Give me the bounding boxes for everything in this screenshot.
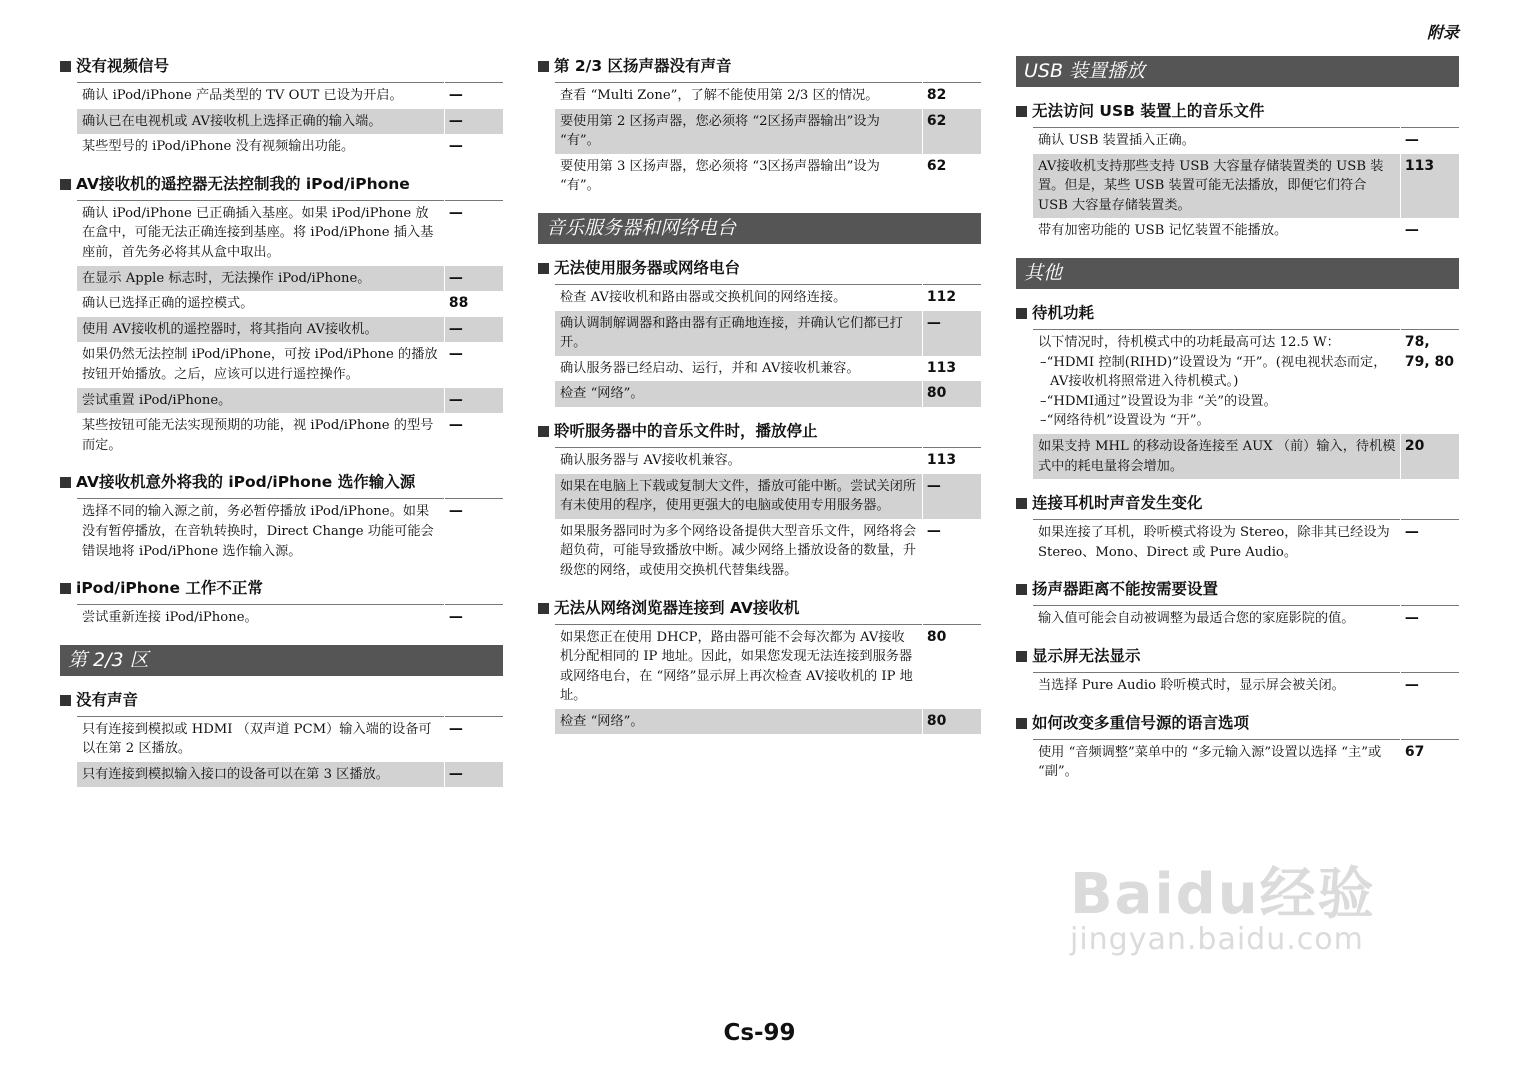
page-reference: 113 bbox=[1400, 154, 1459, 219]
solution-cell bbox=[555, 109, 922, 154]
solution-cell bbox=[555, 356, 922, 382]
table-row bbox=[555, 154, 981, 199]
square-bullet-icon bbox=[60, 61, 71, 72]
solution-bullet: –“网络待机”设置设为 “开”。 bbox=[1040, 413, 1210, 429]
square-bullet-icon bbox=[60, 583, 71, 594]
solution-table bbox=[555, 624, 981, 735]
column-middle bbox=[538, 52, 981, 748]
solution-table bbox=[555, 82, 981, 199]
table-row bbox=[77, 200, 503, 265]
table-row bbox=[1033, 329, 1459, 433]
troubleshooting-section bbox=[538, 421, 981, 584]
table-row bbox=[1033, 154, 1459, 219]
page-reference: — bbox=[444, 762, 503, 788]
square-bullet-icon bbox=[60, 695, 71, 706]
solution-table bbox=[555, 284, 981, 407]
problem-heading bbox=[538, 421, 981, 441]
solution-cell bbox=[1033, 739, 1400, 785]
problem-title: 第 2/3 区扬声器没有声音 bbox=[554, 57, 732, 75]
problem-title: 扬声器距离不能按需要设置 bbox=[1032, 580, 1219, 599]
solution-text: 尝试重新连接 iPod/iPhone。 bbox=[82, 610, 258, 626]
solution-cell bbox=[77, 266, 444, 292]
problem-title: iPod/iPhone 工作不正常 bbox=[76, 579, 263, 598]
solution-text: 如果您正在使用 DHCP，路由器可能不会每次都为 AV接收机分配相同的 IP 地址。因此，如果您发现无法连接到服务器或网络电台，在 “网络”显示屏上再次检查 AV接收机的 IP 地址。 bbox=[560, 629, 913, 704]
watermark-logo-text: Baidu经验 bbox=[1070, 862, 1376, 927]
page-reference: — bbox=[444, 388, 503, 414]
column-right bbox=[1016, 52, 1459, 799]
solution-cell bbox=[77, 83, 444, 109]
table-row bbox=[77, 342, 503, 387]
square-bullet-icon bbox=[1016, 584, 1027, 595]
table-row bbox=[555, 624, 981, 709]
troubleshooting-section bbox=[1016, 493, 1459, 565]
solution-text: 确认服务器已经启动、运行，并和 AV接收机兼容。 bbox=[560, 360, 860, 376]
solution-cell bbox=[77, 200, 444, 265]
problem-heading bbox=[60, 174, 503, 194]
solution-text: 以下情况时，待机模式中的功耗最高可达 12.5 W： bbox=[1038, 334, 1340, 350]
solution-cell bbox=[555, 284, 922, 310]
troubleshooting-section bbox=[1016, 303, 1459, 479]
solution-text: 尝试重置 iPod/iPhone。 bbox=[82, 392, 232, 408]
table-row bbox=[77, 388, 503, 414]
solution-text: 当选择 Pure Audio 聆听模式时，显示屏会被关闭。 bbox=[1038, 677, 1345, 693]
solution-cell bbox=[1033, 520, 1400, 566]
troubleshooting-section bbox=[60, 578, 503, 631]
solution-bullet: –“HDMI 控制(RIHD)”设置设为 “开”。(视电视状态而定，AV接收机将照常进入待机模式。) bbox=[1040, 354, 1387, 390]
problem-heading bbox=[60, 578, 503, 598]
solution-table bbox=[1033, 519, 1459, 565]
page-number: Cs-99 bbox=[723, 1020, 796, 1046]
table-row bbox=[555, 474, 981, 519]
solution-text: 带有加密功能的 USB 记忆装置不能播放。 bbox=[1038, 223, 1288, 239]
solution-text: 使用 AV接收机的遥控器时，将其指向 AV接收机。 bbox=[82, 321, 378, 337]
page-reference: — bbox=[1400, 218, 1459, 244]
table-row bbox=[77, 716, 503, 762]
page-reference: 80 bbox=[922, 624, 981, 709]
solution-table bbox=[77, 82, 503, 160]
problem-title: 没有声音 bbox=[76, 690, 139, 709]
table-row bbox=[77, 291, 503, 317]
square-bullet-icon bbox=[1016, 651, 1027, 662]
page-reference: — bbox=[1400, 606, 1459, 632]
solution-table bbox=[77, 716, 503, 788]
watermark-url: jingyan.baidu.com bbox=[1070, 922, 1364, 957]
problem-title: 聆听服务器中的音乐文件时，播放停止 bbox=[554, 421, 818, 440]
problem-heading bbox=[1016, 101, 1459, 121]
watermark bbox=[1070, 850, 1376, 957]
table-row bbox=[77, 266, 503, 292]
solution-text: 检查 “网络”。 bbox=[560, 713, 644, 729]
solution-text: 如果支持 MHL 的移动设备连接至 AUX （前）输入，待机模式中的耗电量将会增加。 bbox=[1038, 438, 1396, 474]
table-row bbox=[555, 381, 981, 407]
page-reference: 80 bbox=[922, 381, 981, 407]
table-row bbox=[77, 83, 503, 109]
page-reference: — bbox=[444, 317, 503, 343]
page-reference: — bbox=[922, 311, 981, 356]
solution-cell bbox=[1033, 672, 1400, 698]
solution-table bbox=[555, 447, 981, 584]
problem-title: 无法从网络浏览器连接到 AV接收机 bbox=[554, 598, 800, 617]
problem-title: 连接耳机时声音发生变化 bbox=[1032, 494, 1203, 513]
column-left bbox=[60, 52, 503, 801]
table-row bbox=[77, 605, 503, 631]
table-row bbox=[555, 356, 981, 382]
problem-title: 待机功耗 bbox=[1032, 303, 1095, 322]
table-row bbox=[555, 311, 981, 356]
troubleshooting-section bbox=[60, 472, 503, 564]
square-bullet-icon bbox=[538, 426, 549, 437]
solution-text: 如果在电脑上下载或复制大文件，播放可能中断。尝试关闭所有未使用的程序，使用更强大的电脑或使用专用服务器。 bbox=[560, 478, 917, 514]
solution-text: 输入值可能会自动被调整为最适合您的家庭影院的值。 bbox=[1038, 611, 1355, 627]
page-reference: 78, 79, 80 bbox=[1400, 329, 1459, 433]
table-row bbox=[1033, 606, 1459, 632]
problem-title: 没有视频信号 bbox=[76, 57, 170, 75]
square-bullet-icon bbox=[60, 477, 71, 488]
problem-title: 如何改变多重信号源的语言选项 bbox=[1032, 713, 1250, 732]
table-row bbox=[1033, 128, 1459, 154]
solution-cell bbox=[555, 519, 922, 584]
problem-title: AV接收机的遥控器无法控制我的 iPod/iPhone bbox=[76, 174, 410, 193]
solution-text: 在显示 Apple 标志时，无法操作 iPod/iPhone。 bbox=[82, 270, 371, 286]
solution-text: 确认服务器与 AV接收机兼容。 bbox=[560, 452, 741, 468]
solution-cell bbox=[555, 154, 922, 199]
problem-heading bbox=[60, 56, 503, 76]
solution-text: 确认 USB 装置插入正确。 bbox=[1038, 133, 1195, 148]
solution-text: 确认已选择正确的遥控模式。 bbox=[82, 296, 254, 312]
table-row bbox=[555, 284, 981, 310]
solution-cell bbox=[555, 447, 922, 473]
page-reference: 88 bbox=[444, 291, 503, 317]
solution-cell bbox=[77, 109, 444, 135]
solution-text: 查看 “Multi Zone”，了解不能使用第 2/3 区的情况。 bbox=[560, 88, 879, 103]
square-bullet-icon bbox=[1016, 498, 1027, 509]
solution-text: 要使用第 3 区扬声器，您必须将 “3区扬声器输出”设为 “有”。 bbox=[560, 158, 880, 194]
section-banner: 音乐服务器和网络电台 bbox=[538, 213, 981, 244]
troubleshooting-section bbox=[60, 174, 503, 459]
problem-heading bbox=[1016, 579, 1459, 599]
solution-bullet: –“HDMI通过”设置设为非 “关”的设置。 bbox=[1040, 393, 1277, 409]
solution-text: 使用 “音频调整”菜单中的 “多元输入源”设置以选择 “主”或 “副”。 bbox=[1038, 744, 1382, 780]
table-row bbox=[77, 109, 503, 135]
table-row bbox=[555, 109, 981, 154]
solution-text: 如果仍然无法控制 iPod/iPhone，可按 iPod/iPhone 的播放按钮开始播放。之后，应该可以进行遥控操作。 bbox=[82, 347, 438, 382]
troubleshooting-section bbox=[538, 56, 981, 199]
solution-cell bbox=[77, 499, 444, 564]
solution-table bbox=[1033, 329, 1459, 479]
troubleshooting-section bbox=[538, 598, 981, 735]
solution-text: AV接收机支持那些支持 USB 大容量存储装置类的 USB 装置。但是，某些 USB 装置可能无法播放，即便它们符合 USB 大容量存储装置类。 bbox=[1038, 158, 1384, 213]
solution-cell bbox=[77, 291, 444, 317]
page-reference: 20 bbox=[1400, 434, 1459, 479]
solution-text: 如果服务器同时为多个网络设备提供大型音乐文件，网络将会超负荷，可能导致播放中断。减少网络上播放设备的数量，升级您的网络，或使用交换机代替集线器。 bbox=[560, 523, 917, 578]
page-reference: — bbox=[444, 716, 503, 762]
solution-cell bbox=[77, 134, 444, 160]
solution-cell bbox=[1033, 329, 1400, 433]
page-reference: 67 bbox=[1400, 739, 1459, 785]
problem-heading bbox=[1016, 713, 1459, 733]
solution-text: 检查 “网络”。 bbox=[560, 386, 644, 402]
problem-heading bbox=[538, 258, 981, 278]
solution-table bbox=[77, 498, 503, 564]
section-banner: 其他 bbox=[1016, 258, 1459, 289]
solution-text: 检查 AV接收机和路由器或交换机间的网络连接。 bbox=[560, 289, 847, 305]
page-reference: 80 bbox=[922, 709, 981, 735]
problem-heading bbox=[1016, 646, 1459, 666]
solution-text: 某些型号的 iPod/iPhone 没有视频输出功能。 bbox=[82, 139, 355, 155]
solution-cell bbox=[77, 342, 444, 387]
table-row bbox=[1033, 739, 1459, 785]
solution-cell bbox=[555, 474, 922, 519]
page-reference: — bbox=[444, 83, 503, 109]
solution-text: 要使用第 2 区扬声器，您必须将 “2区扬声器输出”设为 “有”。 bbox=[560, 113, 880, 149]
solution-text: 确认 iPod/iPhone 产品类型的 TV OUT 已设为开启。 bbox=[82, 88, 403, 103]
solution-text: 确认已在电视机或 AV接收机上选择正确的输入端。 bbox=[82, 113, 382, 129]
solution-table bbox=[1033, 605, 1459, 632]
page-reference: 62 bbox=[922, 154, 981, 199]
table-row bbox=[555, 709, 981, 735]
square-bullet-icon bbox=[60, 179, 71, 190]
page-reference: 82 bbox=[922, 83, 981, 109]
troubleshooting-section bbox=[538, 258, 981, 407]
table-row bbox=[1033, 672, 1459, 698]
page-reference: — bbox=[1400, 672, 1459, 698]
table-row bbox=[77, 317, 503, 343]
problem-heading bbox=[1016, 493, 1459, 513]
page-reference: 62 bbox=[922, 109, 981, 154]
table-row bbox=[1033, 218, 1459, 244]
solution-cell bbox=[77, 317, 444, 343]
solution-cell bbox=[555, 83, 922, 109]
section-banner: 第 2/3 区 bbox=[60, 645, 503, 676]
solution-table bbox=[1033, 739, 1459, 785]
solution-text: 只有连接到模拟或 HDMI （双声道 PCM）输入端的设备可以在第 2 区播放。 bbox=[82, 721, 432, 757]
solution-text: 某些按钮可能无法实现预期的功能，视 iPod/iPhone 的型号而定。 bbox=[82, 418, 434, 453]
problem-heading bbox=[538, 56, 981, 76]
problem-title: 显示屏无法显示 bbox=[1032, 646, 1141, 665]
table-row bbox=[555, 83, 981, 109]
page-reference: — bbox=[444, 109, 503, 135]
solution-cell bbox=[77, 388, 444, 414]
solution-cell bbox=[555, 311, 922, 356]
solution-table bbox=[77, 604, 503, 631]
square-bullet-icon bbox=[1016, 718, 1027, 729]
solution-cell bbox=[77, 762, 444, 788]
page-reference: — bbox=[444, 499, 503, 564]
square-bullet-icon bbox=[1016, 106, 1027, 117]
solution-text: 确认 iPod/iPhone 已正确插入基座。如果 iPod/iPhone 放在盒中，可能无法正确连接到基座。将 iPod/iPhone 插入基座前，首先务必将其从盒中取出。 bbox=[82, 205, 434, 260]
problem-title: AV接收机意外将我的 iPod/iPhone 选作输入源 bbox=[76, 473, 416, 492]
page-reference: — bbox=[444, 200, 503, 265]
troubleshooting-section bbox=[60, 56, 503, 160]
solution-cell bbox=[555, 381, 922, 407]
square-bullet-icon bbox=[1016, 308, 1027, 319]
solution-cell bbox=[555, 709, 922, 735]
page-reference: 112 bbox=[922, 284, 981, 310]
troubleshooting-section bbox=[60, 690, 503, 788]
solution-cell bbox=[77, 605, 444, 631]
solution-cell bbox=[77, 413, 444, 458]
problem-heading bbox=[60, 472, 503, 492]
page-reference: — bbox=[444, 342, 503, 387]
square-bullet-icon bbox=[538, 61, 549, 72]
solution-cell bbox=[1033, 606, 1400, 632]
troubleshooting-section bbox=[1016, 101, 1459, 244]
page-reference: — bbox=[1400, 520, 1459, 566]
troubleshooting-section bbox=[1016, 579, 1459, 632]
problem-heading bbox=[538, 598, 981, 618]
table-row bbox=[1033, 520, 1459, 566]
solution-cell bbox=[77, 716, 444, 762]
solution-cell bbox=[555, 624, 922, 709]
table-row bbox=[555, 447, 981, 473]
troubleshooting-section bbox=[1016, 713, 1459, 785]
table-row bbox=[77, 413, 503, 458]
square-bullet-icon bbox=[538, 263, 549, 274]
solution-text: 如果连接了耳机，聆听模式将设为 Stereo，除非其已经设为 Stereo、Mono、Direct 或 Pure Audio。 bbox=[1038, 525, 1390, 560]
problem-title: 无法访问 USB 装置上的音乐文件 bbox=[1032, 102, 1265, 120]
solution-cell bbox=[1033, 154, 1400, 219]
table-row bbox=[555, 519, 981, 584]
problem-title: 无法使用服务器或网络电台 bbox=[554, 258, 741, 277]
solution-text: 选择不同的输入源之前，务必暂停播放 iPod/iPhone。如果没有暂停播放，在音轨转换时，Direct Change 功能可能会错误地将 iPod/iPhone 选作输入源。 bbox=[82, 504, 434, 559]
solution-text: 只有连接到模拟输入接口的设备可以在第 3 区播放。 bbox=[82, 766, 389, 782]
page-reference: 113 bbox=[922, 447, 981, 473]
section-banner: USB 装置播放 bbox=[1016, 56, 1459, 87]
solution-table bbox=[1033, 672, 1459, 699]
square-bullet-icon bbox=[538, 603, 549, 614]
table-row bbox=[1033, 434, 1459, 479]
page-reference: — bbox=[444, 413, 503, 458]
problem-heading bbox=[60, 690, 503, 710]
page-reference: — bbox=[1400, 128, 1459, 154]
solution-table bbox=[1033, 127, 1459, 244]
troubleshooting-section bbox=[1016, 646, 1459, 699]
page-reference: 113 bbox=[922, 356, 981, 382]
page-reference: — bbox=[922, 519, 981, 584]
solution-cell bbox=[1033, 218, 1400, 244]
page-reference: — bbox=[444, 266, 503, 292]
solution-cell bbox=[1033, 434, 1400, 479]
table-row bbox=[77, 499, 503, 564]
page-reference: — bbox=[444, 134, 503, 160]
table-row bbox=[77, 762, 503, 788]
solution-cell bbox=[1033, 128, 1400, 154]
page-reference: — bbox=[922, 474, 981, 519]
solution-text: 确认调制解调器和路由器有正确地连接，并确认它们都已打开。 bbox=[560, 315, 903, 351]
solution-table bbox=[77, 200, 503, 459]
page-reference: — bbox=[444, 605, 503, 631]
problem-heading bbox=[1016, 303, 1459, 323]
table-row bbox=[77, 134, 503, 160]
running-header: 附录 bbox=[1426, 23, 1459, 42]
